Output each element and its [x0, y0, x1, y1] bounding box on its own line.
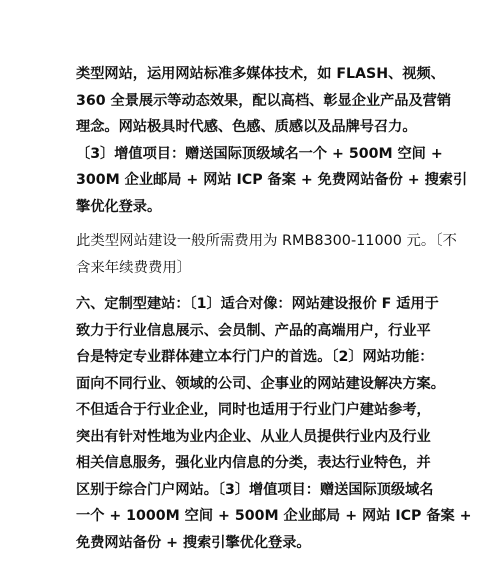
text-line: 突出有针对性地为业内企业、从业人员提供行业内及行业: [76, 428, 431, 445]
text-line: 此类型网站建设一般所需费用为 RMB8300-11000 元。〔不: [76, 233, 457, 249]
text-line: 300M 企业邮局 + 网站 ICP 备案 + 免费网站备份 + 搜索引: [76, 172, 468, 188]
text-line: 不但适合于行业企业，同时也适用于行业门户建站参考，: [76, 402, 431, 418]
text-line: 含来年续费费用〕: [76, 259, 192, 276]
text-line: 六、定制型建站：〔1〕适合对像：网站建设报价 F 适用于: [76, 296, 439, 312]
text-line: 〔3〕增值项目：赠送国际顶级域名一个 + 500M 空间 +: [76, 145, 443, 162]
text-line: 理念。网站极具时代感、色感、质感以及品牌号召力。: [76, 119, 417, 135]
text-line: 致力于行业信息展示、会员制、产品的高端用户，行业平: [76, 322, 431, 339]
text-line: 类型网站，运用网站标准多媒体技术，如 FLASH、视频、: [76, 66, 445, 82]
text-line: 免费网站备份 + 搜索引擎优化登录。: [76, 534, 311, 551]
text-line: 面向不同行业、领域的公司、企事业的网站建设解决方案。: [76, 375, 445, 392]
paragraph-cost-note: [76, 228, 457, 281]
paragraph-website-type-features: [76, 61, 468, 220]
text-line: 区别于综合门户网站。〔3〕增值项目：赠送国际顶级域名: [76, 481, 434, 498]
text-line: 一个 + 1000M 空间 + 500M 企业邮局 + 网站 ICP 备案 +: [76, 508, 472, 524]
text-line: 擎优化登录。: [76, 198, 162, 215]
text-line: 台是特定专业群体建立本行门户的首选。〔2〕网站功能：: [76, 349, 434, 365]
text-line: 相关信息服务，强化业内信息的分类，表达行业特色，并: [76, 455, 431, 471]
paragraph-custom-website: [76, 291, 472, 556]
text-line: 360 全景展示等动态效果，配以高档、彰显企业产品及营销: [76, 92, 452, 109]
